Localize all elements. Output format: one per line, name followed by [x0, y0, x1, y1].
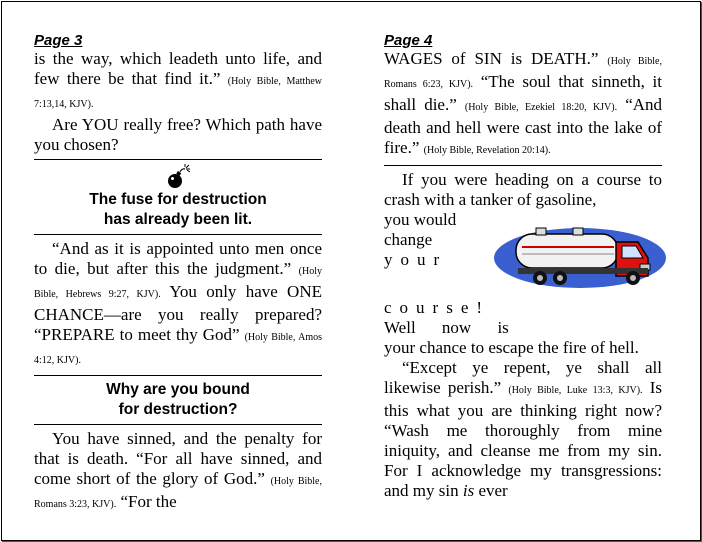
text-line: your: [384, 250, 448, 269]
section-heading: [34, 190, 322, 230]
body-text: You only have ONE CHANCE—are you really prepared? “PREPARE to meet thy God”: [34, 282, 322, 344]
divider: [384, 165, 662, 166]
paragraph: [34, 429, 322, 515]
bomb-icon: [34, 164, 322, 190]
heading-line: The fuse for destruction: [89, 191, 267, 208]
section-heading: [34, 380, 322, 420]
paragraph: [384, 49, 662, 161]
scripture-reference: (Holy Bible, Romans 3:23, KJV).: [34, 476, 322, 510]
paragraph: your chance to escape the fire of hell.: [384, 338, 639, 357]
text-line: change: [384, 230, 433, 249]
scripture-text: “And death and hell were cast into the lake of fire.”: [384, 95, 663, 157]
paragraph: If you were heading on a course to crash with a tanker of gasoline,: [384, 170, 662, 209]
scripture-text: “The soul that sinneth, it shall die.”: [384, 72, 663, 114]
text-line: you would: [384, 210, 457, 229]
body-text: You have sinned, and the penalty for that is death. “For all have sinned, and come short of the glory of God.”: [34, 429, 322, 488]
page-4-column: [384, 32, 662, 501]
tanker-truck-icon: [488, 214, 668, 298]
heading-line: Why are you bound: [106, 381, 250, 398]
italic-word: is: [462, 481, 475, 500]
scripture-reference: (Holy Bible, Luke 13:3, KJV).: [508, 385, 643, 396]
scripture-reference: (Holy Bible, Revelation 20:14).: [423, 145, 551, 156]
scripture-text: WAGES of SIN is DEATH.”: [384, 49, 599, 68]
scripture-reference: (Holy Bible, Ezekiel 18:20, KJV).: [464, 102, 618, 113]
page-3-label: Page 3: [34, 32, 83, 49]
page-4-label: Page 4: [384, 32, 433, 49]
heading-line: has already been lit.: [103, 211, 253, 228]
paragraph: [34, 239, 322, 371]
scripture-text: is the way, which leadeth unto life, and few there be that find it.”: [34, 49, 322, 88]
scripture-reference: (Holy Bible, Amos 4:12, KJV).: [34, 332, 322, 366]
paragraph: Are YOU really free? Which path have you chosen?: [34, 115, 322, 154]
scripture-reference: (Holy Bible, Matthew 7:13,14, KJV).: [34, 76, 322, 110]
scripture-reference: (Holy Bible, Romans 6:23, KJV).: [384, 56, 663, 90]
scripture-text: “And as it is appointed unto men once to die, but after this the judgment.”: [34, 239, 322, 278]
text-line: course!: [384, 298, 491, 317]
divider: [34, 424, 322, 425]
page-3-column: [34, 32, 322, 515]
booklet-spread: [1, 1, 701, 541]
scripture-reference: (Holy Bible, Hebrews 9:27, KJV).: [34, 266, 322, 300]
text-line: Well now is: [384, 318, 509, 337]
body-text: Is this what you are thinking right now? “Wash me thoroughly from mine iniquity, and cleanse me from my sin. For I acknowledge my transgressions: and my sin: [384, 378, 663, 500]
divider: [34, 234, 322, 235]
body-text: “For the: [120, 492, 177, 511]
heading-line: for destruction?: [118, 401, 238, 418]
divider: [34, 375, 322, 376]
body-text: ever: [478, 481, 508, 500]
paragraph: [384, 358, 662, 501]
paragraph: [34, 49, 322, 115]
divider: [34, 159, 322, 160]
scripture-text: “Except ye repent, ye shall all likewise perish.”: [384, 358, 662, 397]
